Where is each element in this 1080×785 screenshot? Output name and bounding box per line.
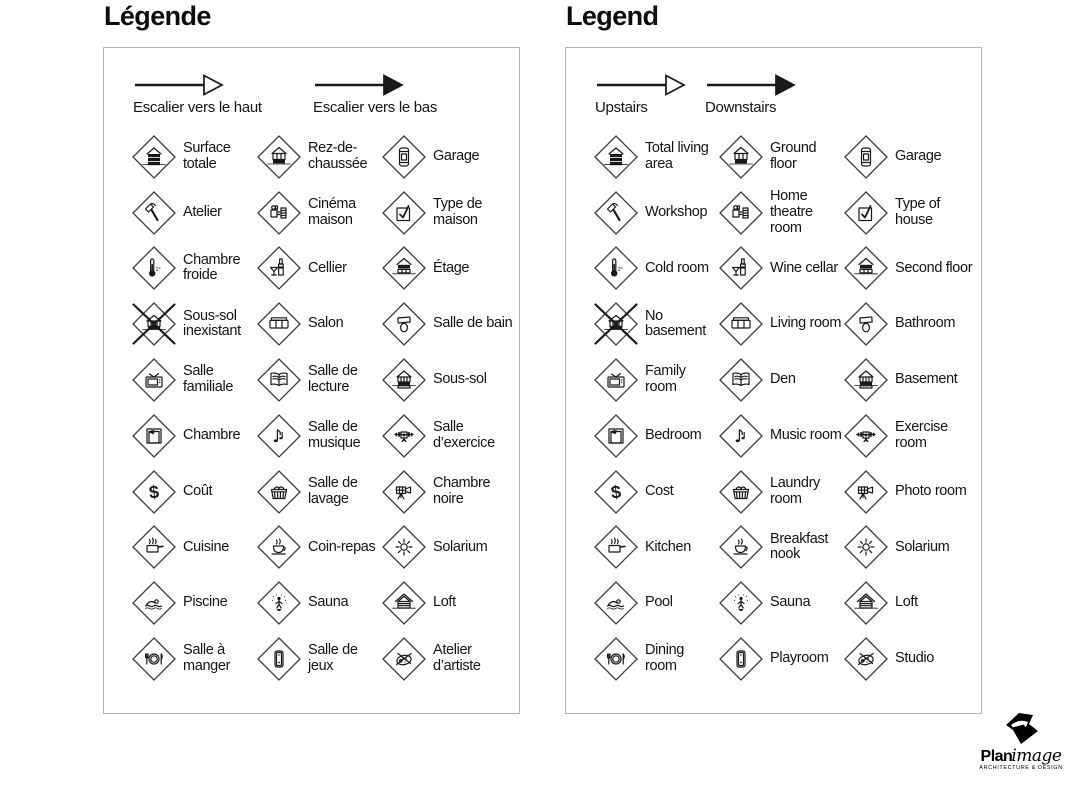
basement-icon — [381, 357, 427, 403]
bedroom-icon — [593, 413, 639, 459]
sauna-icon — [718, 580, 764, 626]
legend-item-label: Atelier d’artiste — [433, 642, 481, 675]
sauna-icon — [256, 580, 302, 626]
legend-item — [381, 190, 513, 236]
legend-grid-english — [593, 129, 975, 687]
bedroom-icon — [131, 413, 177, 459]
legend-item — [843, 524, 975, 570]
downstairs-arrow-icon — [705, 72, 797, 98]
downstairs-arrow-item — [705, 72, 797, 116]
upstairs-arrow-icon — [133, 72, 313, 98]
legend-item — [593, 190, 718, 236]
legend-item-label: Loft — [433, 594, 456, 611]
legend-item — [381, 134, 513, 180]
arrow-label: Escalier vers le bas — [313, 99, 438, 116]
second-floor-icon — [381, 245, 427, 291]
home-theatre-icon — [718, 190, 764, 236]
legend-item — [843, 580, 975, 626]
wine-cellar-icon — [718, 245, 764, 291]
legend-item-label: Salle à manger — [183, 642, 231, 675]
legend-item-label: Playroom — [770, 650, 829, 667]
legend-item-label: Chambre froide — [183, 251, 241, 284]
photo-room-icon — [843, 469, 889, 515]
legend-item — [381, 357, 513, 403]
legend-item-label: Sous-sol — [433, 371, 487, 388]
downstairs-arrow-icon — [313, 72, 437, 98]
legend-item — [381, 301, 513, 347]
breakfast-nook-icon — [718, 524, 764, 570]
logo-tagline: ARCHITECTURE & DESIGN — [979, 765, 1063, 771]
logo-wordmark — [963, 748, 1079, 765]
music-room-icon — [718, 413, 764, 459]
legend-item — [131, 580, 256, 626]
cost-icon — [131, 469, 177, 515]
garage-icon — [381, 134, 427, 180]
legend-item — [593, 245, 718, 291]
total-living-area-icon — [131, 134, 177, 180]
exercise-room-icon — [843, 413, 889, 459]
legend-item — [718, 413, 843, 459]
legend-item — [256, 245, 381, 291]
legend-item-label: Salle de lavage — [308, 475, 358, 507]
den-icon — [718, 357, 764, 403]
legend-item-label: Second floor — [895, 259, 973, 276]
svg-text:2°: 2° — [155, 267, 161, 274]
cold-room-icon — [593, 245, 639, 291]
stairs-arrow-row — [595, 72, 797, 116]
wine-cellar-icon — [256, 245, 302, 291]
laundry-room-icon — [256, 469, 302, 515]
legend-item-label: Coin-repas — [308, 538, 376, 555]
legend-item — [718, 580, 843, 626]
legend-item — [593, 469, 718, 515]
second-floor-icon — [843, 245, 889, 291]
workshop-icon — [131, 190, 177, 236]
den-icon — [256, 357, 302, 403]
legend-item — [593, 134, 718, 180]
legend-item-label: Photo room — [895, 482, 967, 499]
legend-item-label: Laundry room — [770, 475, 820, 507]
legend-item — [256, 190, 381, 236]
legend-item — [593, 636, 718, 682]
legend-item-label: Garage — [433, 148, 480, 165]
upstairs-arrow-item — [595, 72, 705, 116]
legend-item — [593, 524, 718, 570]
legend-item — [131, 134, 256, 180]
legend-item — [381, 524, 513, 570]
svg-text:2°: 2° — [617, 267, 623, 274]
legend-item-label: Dining room — [645, 642, 685, 675]
panel-title-french: Légende — [104, 1, 211, 31]
legend-item-label: Garage — [895, 148, 942, 165]
legend-panel-french — [103, 47, 520, 714]
legend-item-label: Rez-de-chaussée — [308, 140, 368, 172]
legend-item-label: Salle familiale — [183, 363, 234, 396]
legend-item-label: Cuisine — [183, 538, 229, 555]
legend-item — [131, 190, 256, 236]
legend-item — [593, 413, 718, 459]
legend-item-label: Cinéma maison — [308, 196, 356, 228]
solarium-icon — [381, 524, 427, 570]
legend-item — [256, 301, 381, 347]
no-basement-icon — [131, 301, 177, 347]
total-living-area-icon — [593, 134, 639, 180]
legend-item-label: Étage — [433, 259, 470, 276]
upstairs-arrow-item — [133, 72, 313, 116]
legend-item — [843, 190, 975, 236]
legend-item-label: Solarium — [433, 538, 488, 555]
legend-item-label: Pool — [645, 594, 673, 611]
arrow-label: Escalier vers le haut — [133, 99, 262, 116]
legend-item — [131, 301, 256, 347]
legend-item-label: Type de maison — [433, 196, 483, 228]
legend-item-label: Cellier — [308, 259, 347, 276]
legend-item — [131, 469, 256, 515]
legend-item — [843, 134, 975, 180]
family-room-icon — [593, 357, 639, 403]
legend-item — [718, 524, 843, 570]
loft-icon — [381, 580, 427, 626]
legend-item — [131, 357, 256, 403]
legend-item-label: Family room — [645, 363, 686, 396]
legend-item-label: No basement — [645, 307, 706, 340]
type-of-house-icon — [381, 190, 427, 236]
garage-icon — [843, 134, 889, 180]
svg-text:$: $ — [609, 481, 623, 503]
basement-icon — [843, 357, 889, 403]
legend-item-label: Atelier — [183, 203, 222, 220]
legend-item — [843, 245, 975, 291]
legend-item-label: Salle de musique — [308, 419, 361, 451]
music-room-icon — [256, 413, 302, 459]
legend-item-label: Total living area — [645, 140, 709, 172]
legend-item — [131, 524, 256, 570]
legend-item — [593, 357, 718, 403]
ground-floor-icon — [718, 134, 764, 180]
dining-room-icon — [593, 636, 639, 682]
legend-item — [843, 469, 975, 515]
legend-item-label: Loft — [895, 594, 918, 611]
playroom-icon — [256, 636, 302, 682]
legend-item — [843, 357, 975, 403]
legend-item-label: Solarium — [895, 538, 950, 555]
loft-icon — [843, 580, 889, 626]
legend-item-label: Salle de jeux — [308, 642, 358, 675]
legend-item-label: Basement — [895, 371, 958, 388]
legend-item — [256, 134, 381, 180]
legend-item-label: Exercise room — [895, 419, 948, 451]
legend-item-label: Surface totale — [183, 140, 231, 172]
legend-item — [718, 636, 843, 682]
legend-item — [256, 524, 381, 570]
legend-item — [593, 301, 718, 347]
legend-item — [593, 580, 718, 626]
legend-item — [381, 580, 513, 626]
legend-item-label: Sauna — [770, 594, 811, 611]
legend-item — [381, 469, 513, 515]
legend-item — [381, 245, 513, 291]
planimage-logo — [963, 712, 1079, 772]
cost-icon — [593, 469, 639, 515]
legend-item-label: Sous-sol inexistant — [183, 307, 241, 340]
legend-item — [718, 357, 843, 403]
legend-item-label: Cost — [645, 482, 674, 499]
legend-item-label: Chambre — [183, 427, 241, 444]
dining-room-icon — [131, 636, 177, 682]
panel-title-english: Legend — [566, 1, 659, 31]
legend-item-label: Wine cellar — [770, 259, 838, 276]
legend-item — [256, 357, 381, 403]
legend-item — [131, 245, 256, 291]
legend-item-label: Piscine — [183, 594, 228, 611]
type-of-house-icon — [843, 190, 889, 236]
logo-text-image: image — [1011, 746, 1062, 766]
studio-icon — [381, 636, 427, 682]
no-basement-icon — [593, 301, 639, 347]
legend-item — [381, 413, 513, 459]
legend-item — [718, 245, 843, 291]
bathroom-icon — [843, 301, 889, 347]
legend-item — [381, 636, 513, 682]
downstairs-arrow-item — [313, 72, 437, 116]
studio-icon — [843, 636, 889, 682]
arrow-label: Upstairs — [595, 99, 648, 116]
logo-text-plan: Plan — [980, 748, 1013, 765]
legend-item-label: Home theatre room — [770, 188, 813, 236]
legend-item — [718, 134, 843, 180]
pool-icon — [593, 580, 639, 626]
legend-item — [256, 413, 381, 459]
legend-item — [256, 580, 381, 626]
legend-item — [131, 413, 256, 459]
legend-panel-english — [565, 47, 982, 714]
legend-item — [843, 301, 975, 347]
home-theatre-icon — [256, 190, 302, 236]
legend-item-label: Living room — [770, 315, 842, 332]
legend-item-label: Kitchen — [645, 538, 691, 555]
legend-item-label: Salon — [308, 315, 344, 332]
legend-item-label: Sauna — [308, 594, 349, 611]
kitchen-icon — [131, 524, 177, 570]
breakfast-nook-icon — [256, 524, 302, 570]
cold-room-icon — [131, 245, 177, 291]
legend-item-label: Ground floor — [770, 140, 817, 172]
legend-item-label: Music room — [770, 427, 842, 444]
legend-item-label: Breakfast nook — [770, 530, 829, 563]
stairs-arrow-row — [133, 72, 437, 116]
exercise-room-icon — [381, 413, 427, 459]
legend-item — [256, 636, 381, 682]
legend-item-label: Den — [770, 371, 796, 388]
legend-item-label: Chambre noire — [433, 475, 491, 507]
solarium-icon — [843, 524, 889, 570]
legend-item-label: Type of house — [895, 196, 941, 228]
legend-item-label: Cold room — [645, 259, 709, 276]
legend-grid-french — [131, 129, 513, 687]
living-room-icon — [718, 301, 764, 347]
playroom-icon — [718, 636, 764, 682]
legend-item — [718, 469, 843, 515]
legend-item-label: Bathroom — [895, 315, 956, 332]
svg-text:$: $ — [147, 481, 161, 503]
kitchen-icon — [593, 524, 639, 570]
arrow-label: Downstairs — [705, 99, 777, 116]
laundry-room-icon — [718, 469, 764, 515]
workshop-icon — [593, 190, 639, 236]
upstairs-arrow-icon — [595, 72, 705, 98]
legend-item — [718, 301, 843, 347]
legend-item — [256, 469, 381, 515]
legend-item-label: Bedroom — [645, 427, 702, 444]
bathroom-icon — [381, 301, 427, 347]
ground-floor-icon — [256, 134, 302, 180]
photo-room-icon — [381, 469, 427, 515]
legend-item-label: Salle d’exercice — [433, 419, 495, 451]
legend-item-label: Salle de bain — [433, 315, 513, 332]
legend-item — [843, 413, 975, 459]
legend-item — [843, 636, 975, 682]
family-room-icon — [131, 357, 177, 403]
legend-item-label: Workshop — [645, 203, 708, 220]
legend-item — [131, 636, 256, 682]
living-room-icon — [256, 301, 302, 347]
pool-icon — [131, 580, 177, 626]
legend-item-label: Salle de lecture — [308, 363, 358, 396]
legend-item-label: Coût — [183, 482, 213, 499]
legend-item-label: Studio — [895, 650, 935, 667]
legend-item — [718, 189, 843, 236]
